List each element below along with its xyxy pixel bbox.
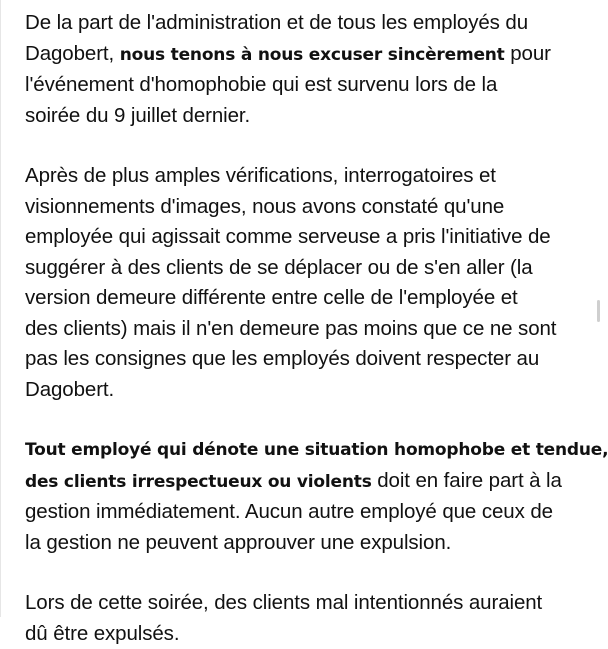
post-text	[25, 8, 600, 649]
paragraph-policy	[25, 435, 600, 558]
text-span: pour	[505, 42, 551, 65]
text-line: gestion immédiatement. Aucun autre employé que ceux de	[25, 497, 600, 528]
text-line: version demeure différente entre celle de l'employée et	[25, 283, 600, 314]
text-line: l'événement d'homophobie qui est survenu lors de la	[25, 70, 600, 101]
text-line: pas les consignes que les employés doivent respecter au	[25, 344, 600, 375]
bold-policy-text: Tout employé qui dénote une situation homophobe et tendue,	[25, 435, 600, 466]
text-line	[25, 39, 600, 71]
text-line: soirée du 9 juillet dernier.	[25, 101, 600, 132]
text-line	[25, 466, 600, 498]
paragraph-conclusion	[25, 588, 600, 649]
text-span: doit en faire part à la	[372, 469, 562, 492]
text-line: suggérer à des clients de se déplacer ou de s'en aller (la	[25, 253, 600, 284]
paragraph-apology	[25, 8, 600, 131]
scroll-indicator	[597, 300, 600, 322]
text-line: Dagobert.	[25, 375, 600, 406]
text-line: dû être expulsés.	[25, 619, 600, 649]
bold-apology-text: nous tenons à nous excuser sincèrement	[120, 45, 505, 65]
text-line: visionnements d'images, nous avons constaté qu'une	[25, 192, 600, 223]
text-line: des clients) mais il n'en demeure pas moins que ce ne sont	[25, 314, 600, 345]
text-line: De la part de l'administration et de tous les employés du	[25, 8, 600, 39]
text-line: Lors de cette soirée, des clients mal intentionnés auraient	[25, 588, 600, 619]
bold-policy-text: des clients irrespectueux ou violents	[25, 472, 372, 492]
text-line: Après de plus amples vérifications, interrogatoires et	[25, 161, 600, 192]
text-span: Dagobert,	[25, 42, 120, 65]
text-line: employée qui agissait comme serveuse a pris l'initiative de	[25, 222, 600, 253]
paragraph-investigation	[25, 161, 600, 405]
text-line: la gestion ne peuvent approuver une expulsion.	[25, 528, 600, 559]
